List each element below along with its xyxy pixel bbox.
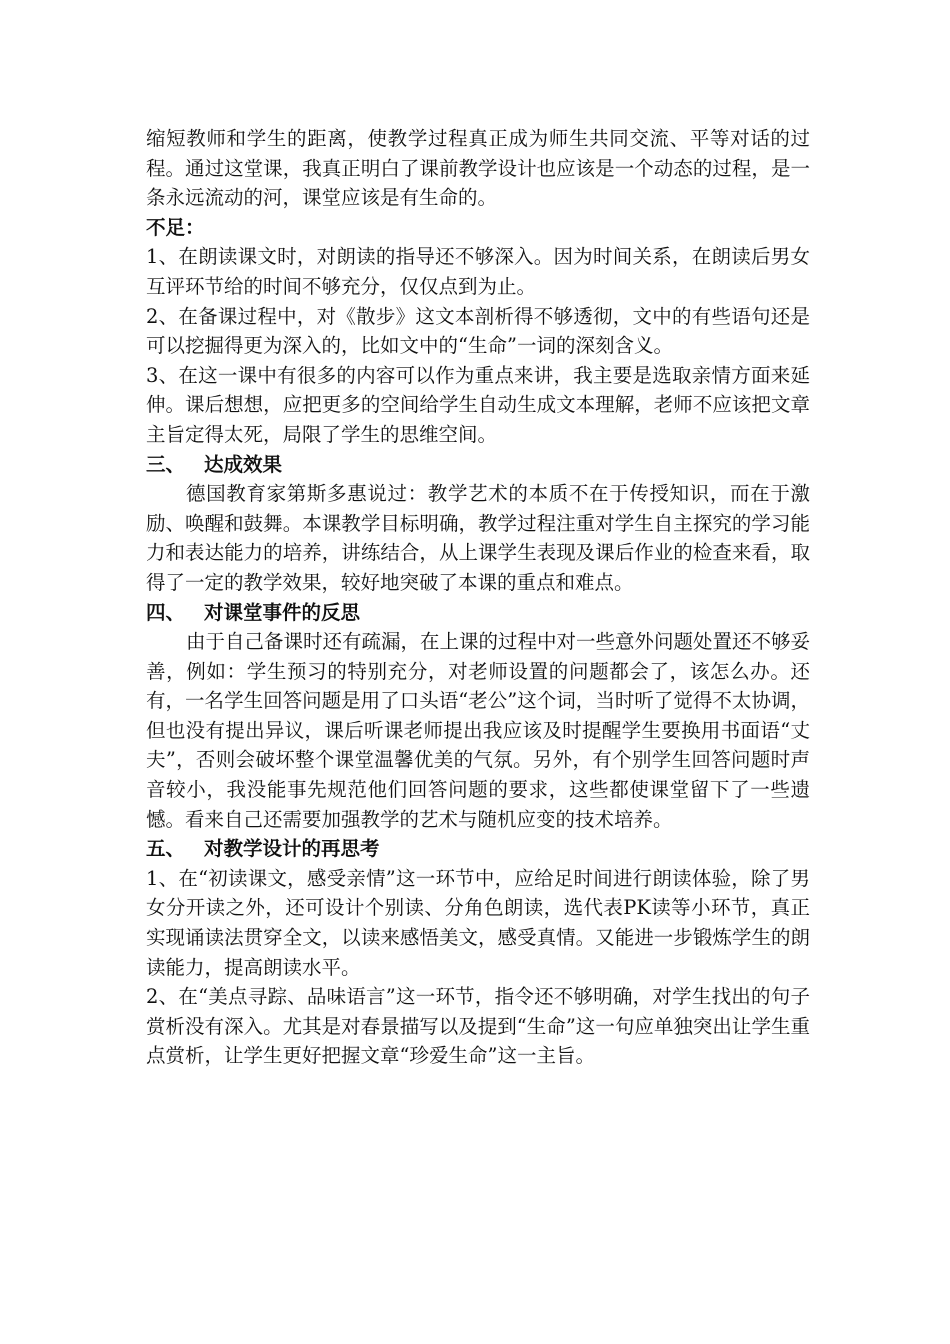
section-5-title: 对教学设计的再思考 xyxy=(204,837,380,861)
section-3-heading xyxy=(146,450,810,480)
section-4-number: 四、 xyxy=(146,600,186,624)
section-5-number: 五、 xyxy=(146,837,186,861)
intro-paragraph: 缩短教师和学生的距离，使教学过程真正成为师生共同交流、平等对话的过程。通过这堂课，我真正明白了课前教学设计也应该是一个动态的过程，是一条永远流动的河，课堂应该是有生命的。 xyxy=(146,127,810,210)
section-4-title: 对课堂事件的反思 xyxy=(204,600,361,624)
shortcoming-item-1: 1、在朗读课文时，对朗读的指导还不够深入。因为时间关系，在朗读后男女互评环节给的时间不够充分，仅仅点到为止。 xyxy=(146,245,810,298)
section-4-heading xyxy=(146,598,810,628)
section-5-item-2: 2、在“美点寻踪、品味语言”这一环节，指令还不够明确，对学生找出的句子赏析没有深入。尤其是对春景描写以及提到“生命”这一句应单独突出让学生重点赏析，让学生更好把握文章“珍爱生命”这一主旨。 xyxy=(146,985,810,1068)
document-page xyxy=(146,124,810,1071)
section-4-body: 由于自己备课时还有疏漏，在上课的过程中对一些意外问题处置还不够妥善，例如：学生预习的特别充分，对老师设置的问题都会了，该怎么办。还有，一名学生回答问题是用了口头语“老公”这个词，当时听了觉得不太协调，但也没有提出异议，课后听课老师提出我应该及时提醒学生要换用书面语“丈夫”，否则会破坏整个课堂温馨优美的气氛。另外，有个别学生回答问题时声音较小，我没能事先规范他们回答问题的要求，这些都使课堂留下了一些遗憾。看来自己还需要加强教学的艺术与随机应变的技术培养。 xyxy=(146,630,811,831)
shortcoming-item-3: 3、在这一课中有很多的内容可以作为重点来讲，我主要是选取亲情方面来延伸。课后想想，应把更多的空间给学生自动生成文本理解，老师不应该把文章主旨定得太死，局限了学生的思维空间。 xyxy=(146,363,810,446)
shortcomings-heading: 不足： xyxy=(146,215,205,239)
section-5-heading xyxy=(146,834,810,864)
section-3-body: 德国教育家第斯多惠说过：教学艺术的本质不在于传授知识，而在于激励、唤醒和鼓舞。本课教学目标明确，教学过程注重对学生自主探究的学习能力和表达能力的培养，讲练结合，从上课学生表现及课后作业的检查来看，取得了一定的教学效果，较好地突破了本课的重点和难点。 xyxy=(146,482,810,594)
section-3-number: 三、 xyxy=(146,452,186,476)
shortcoming-item-2: 2、在备课过程中，对《散步》这文本剖析得不够透彻，文中的有些语句还是可以挖掘得更为深入的，比如文中的“生命”一词的深刻含义。 xyxy=(146,304,810,358)
section-3-title: 达成效果 xyxy=(204,452,283,476)
section-5-item-1: 1、在“初读课文，感受亲情”这一环节中，应给足时间进行朗读体验，除了男女分开读之外，还可设计个别读、分角色朗读，选代表PK读等小环节，真正实现诵读法贯穿全文，以读来感悟美文，感受真情。又能进一步锻炼学生的朗读能力，提高朗读水平。 xyxy=(146,866,810,979)
